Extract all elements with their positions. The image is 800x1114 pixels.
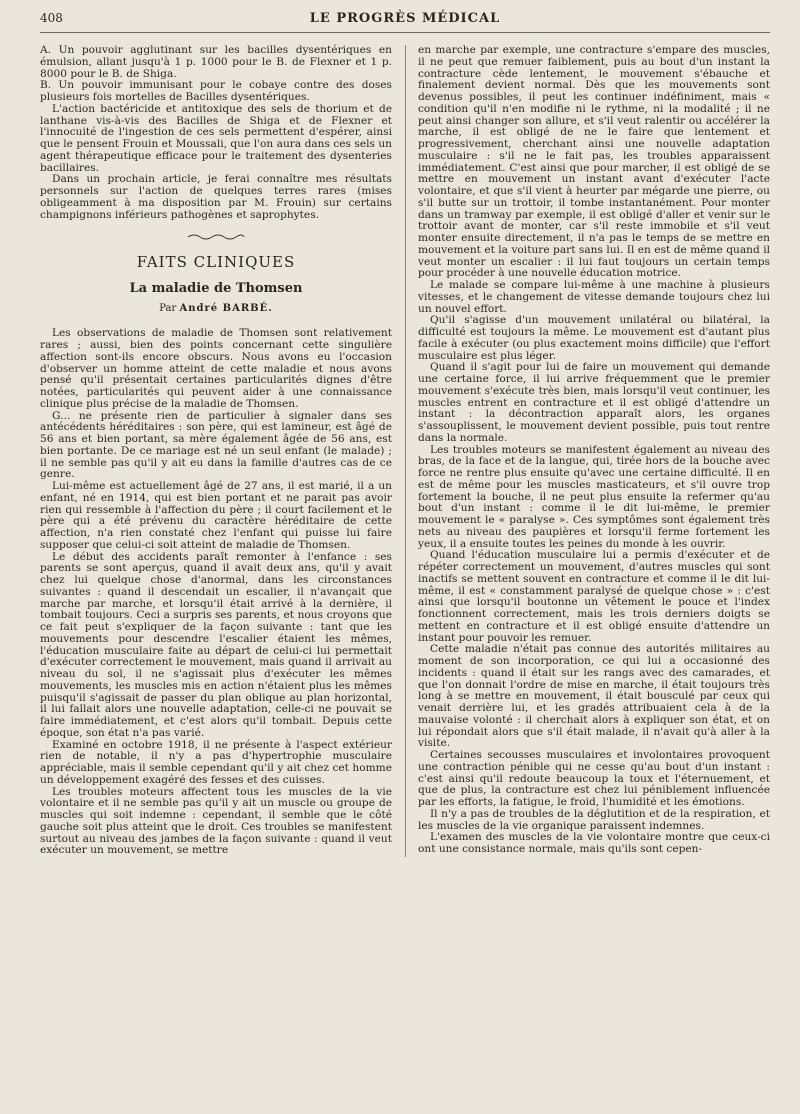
right-paragraph-4: Quand il s'agit pour lui de faire un mouvement qui demande une certaine force, il lui arrive fréquemment que le premier mouvement s'exécute très bien, mais lorsqu'il veut continuer, les muscles entrent en contracture et il est obligé d'attendre un instant : la décontraction apparaît alors, les organes s'assouplissent, le mouvement devient possible, puis tout rentre dans la normale. <box>418 361 770 444</box>
intro-paragraph-4: Dans un prochain article, je ferai connaître mes résultats personnels sur l'action de quelques terres rares (mises obligeamment à ma disposition par M. Frouin) sur certains champignons inférieurs pathogènes et saprophytes. <box>40 173 392 221</box>
article-title: La maladie de Thomsen <box>129 280 303 296</box>
article-paragraph-3: Lui-même est actuellement âgé de 27 ans, il est marié, il a un enfant, né en 1914, qui est bien portant et ne parait pas avoir rien qui ressemble à l'affection du père ; il court facilement et le père qui a été prévenu du caractère héréditaire de cette affection, n'a rien constaté chez l'enfant qui puisse lui faire supposer que celui-ci soit atteint de maladie de Thomsen. <box>40 480 392 551</box>
author-prefix: Par <box>159 302 177 314</box>
right-paragraph-5: Les troubles moteurs se manifestent également au niveau des bras, de la face et de la langue, qui, tirée hors de la bouche avec force ne rentre plus ensuite qu'avec une certaine difficulté. Il en est de même pour les muscles masticateurs, et s'il ouvre trop fortement la bouche, il ne peut plus ensuite la refermer qu'au bout d'un instant : comme il le dit lui-même, le premier mouvement le « paralyse ». Ces symptômes sont également très nets au niveau des paupières et lorsqu'il ferme fortement les yeux, il a ensuite toutes les peines du monde à les ouvrir. <box>418 443 770 550</box>
page-number: 408 <box>40 11 63 25</box>
right-paragraph-7: Cette maladie n'était pas connue des autorités militaires au moment de son incorporation, ce qui lui a occasionné des incidents : quand il était sur les rangs avec des camarades, et que l'on donnait l'ordre de mise en marche, il était toujours très long à se mettre en mouvement, il était bousculé par ceux qui venait derrière lui, et les gradés attribuaient cela à de la mauvaise volonté : il cherchait alors à expliquer son état, et on lui répondait alors que s'il était malade, il n'avait qu'à aller à la visite. <box>418 643 770 750</box>
intro-paragraph-2: B. Un pouvoir immunisant pour le cobaye contre des doses plusieurs fois mortelles de Bacilles dysentériques. <box>40 79 392 103</box>
ornament-divider-icon <box>40 233 392 245</box>
right-column <box>418 45 770 857</box>
article-paragraph-5: Examiné en octobre 1918, il ne présente à l'aspect extérieur rien de notable, il n'y a pas d'hypertrophie musculaire appréciable, mais il semble cependant qu'il y ait chez cet homme un développement exagéré des fesses et des cuisses. <box>40 738 392 786</box>
columns <box>40 45 770 857</box>
article-paragraph-1: Les observations de maladie de Thomsen sont relativement rares ; aussi, bien des points concernant cette singulière affection sont-ils encore obscurs. Nous avons eu l'occasion d'observer un homme atteint de cette maladie et nous avons pensé qu'il présentait certaines particularités dignes d'être notées, particularités qui peuvent aider à une connaissance clinique plus précise de la maladie de Thomsen. <box>40 327 392 410</box>
article-paragraph-2: G... ne présente rien de particulier à signaler dans ses antécédents héréditaires : son père, qui est lamineur, est âgé de 56 ans et bien portant, sa mère également âgée de 56 ans, est bien portante. De ce mariage est né un seul enfant (le malade) ; il ne semble pas qu'il y ait eu dans la famille d'autres cas de ce genre. <box>40 409 392 481</box>
right-paragraph-2: Le malade se compare lui-même à une machine à plusieurs vitesses, et le changement de vitesse demande toujours chez lui un nouvel effort. <box>418 279 770 315</box>
intro-paragraph-3: L'action bactéricide et antitoxique des sels de thorium et de lanthane vis-à-vis des Bacilles de Shiga et de Flexner et l'innocuité de l'ingestion de ces sels permettent d'espérer, ainsi que le pensent Frouin et Moussali, que l'on aura dans ces sels un agent thérapeutique efficace pour le traitement des dysenteries bacillaires. <box>40 102 392 174</box>
journal-title: LE PROGRÈS MÉDICAL <box>309 11 501 26</box>
right-paragraph-8: Certaines secousses musculaires et involontaires provoquent une contraction pénible qui ne cesse qu'au bout d'un instant : c'est ainsi qu'il redoute beaucoup la toux et l'éternuement, et que de plus, la contracture est chez lui péniblement influencée par les efforts, la fatigue, le froid, l'humidité et les émotions. <box>418 749 770 808</box>
right-paragraph-10: L'examen des muscles de la vie volontaire montre que ceux-ci ont une consistance normale, mais qu'ils sont cepen- <box>418 831 770 855</box>
page-header <box>40 10 770 33</box>
right-paragraph-3: Qu'il s'agisse d'un mouvement unilatéral ou bilatéral, la difficulté est toujours la même. Le mouvement est d'autant plus facile à exécuter (ou plus exactement moins difficile) que l'effort musculaire est plus léger. <box>418 314 770 362</box>
right-paragraph-1: en marche par exemple, une contracture s'empare des muscles, il ne peut que remuer faiblement, puis au bout d'un instant la contracture cède lentement, le mouvement s'ébauche et finalement devient normal. Dès que les mouvements sont devenus possibles, il peut les continuer indéfiniment, mais « condition qu'il n'en modifie ni le rythme, ni la modalité ; il ne peut ainsi changer son allure, et s'il veut ralentir ou accélérer la marche, il est obligé de ne le faire que lentement et progressivement, cherchant ainsi une nouvelle adaptation musculaire : s'il ne le fait pas, les troubles apparaissent immédiatement. C'est ainsi que pour marcher, il est obligé de se mettre en mouvement un instant avant d'exécuter l'acte volontaire, et que s'il vient à heurter par mégarde une pierre, ou s'il butte sur un trottoir, il tombe instantanément. Pour monter dans un tramway par exemple, il est obligé d'aller et venir sur le trottoir avant de monter, car s'il reste immobile et s'il veut monter ensuite directement, il n'a pas le temps de se mettre en mouvement et la voiture part sans lui. Il en est de même quand il veut monter un escalier : il lui faut toujours un certain temps pour procéder à une nouvelle éducation motrice. <box>418 44 770 280</box>
author-line <box>40 303 392 315</box>
article-paragraph-4: Le début des accidents paraît remonter à l'enfance : ses parents se sont aperçus, quand il avait deux ans, qu'il y avait chez lui quelque chose d'anormal, dans les circonstances suivantes : quand il descendait un escalier, il n'avançait que marche par marche, et lorsqu'il était arrivé à la dernière, il tombait toujours. Ceci a surpris ses parents, et nous croyons que ce fait peut s'expliquer de la façon suivante : tant que les mouvements pour descendre l'escalier étaient les mêmes, l'éducation musculaire faite au départ de celui-ci lui permettait d'exécuter correctement le mouvement, mais quand il arrivait au niveau du sol, il ne s'agissait plus d'exécuter les mêmes mouvements, les muscles mis en action n'étaient plus les mêmes puisqu'il s'agissait de passer du plan oblique au plan horizontal, il lui fallait alors une nouvelle adaptation, celle-ci ne pouvait se faire immédiatement, et c'est alors qu'il tombait. Depuis cette époque, son état n'a pas varié. <box>40 550 392 739</box>
author-name: André BARBÉ. <box>179 302 273 314</box>
intro-paragraph-1: A. Un pouvoir agglutinant sur les bacilles dysentériques en émulsion, allant jusqu'à 1 p. 1000 pour le B. de Flexner et 1 p. 8000 pour le B. de Shiga. <box>40 44 392 80</box>
right-paragraph-6: Quand l'éducation musculaire lui a permis d'exécuter et de répéter correctement un mouvement, d'autres muscles qui sont inactifs se mettent souvent en contracture et comme il le dit lui-même, il est « constamment paralysé de quelque chose » : c'est ainsi que lorsqu'il boutonne un vêtement le pouce et l'index fonctionnent correctement, mais les trois derniers doigts se mettent en contracture et il est obligé ensuite d'attendre un instant pour pouvoir les remuer. <box>418 549 770 644</box>
right-paragraph-9: Il n'y a pas de troubles de la déglutition et de la respiration, et les muscles de la vie organique paraissent indemnes. <box>418 807 770 832</box>
article-paragraph-6: Les troubles moteurs affectent tous les muscles de la vie volontaire et il ne semble pas qu'il y ait un muscle ou groupe de muscles qui soit indemne : cependant, il semble que le côté gauche soit plus atteint que le droit. Ces troubles se manifestent surtout au niveau des jambes de la façon suivante : quand il veut exécuter un mouvement, se mettre <box>40 785 392 857</box>
section-title: FAITS CLINIQUES <box>136 253 296 271</box>
column-divider <box>405 45 406 857</box>
left-column <box>40 45 392 857</box>
